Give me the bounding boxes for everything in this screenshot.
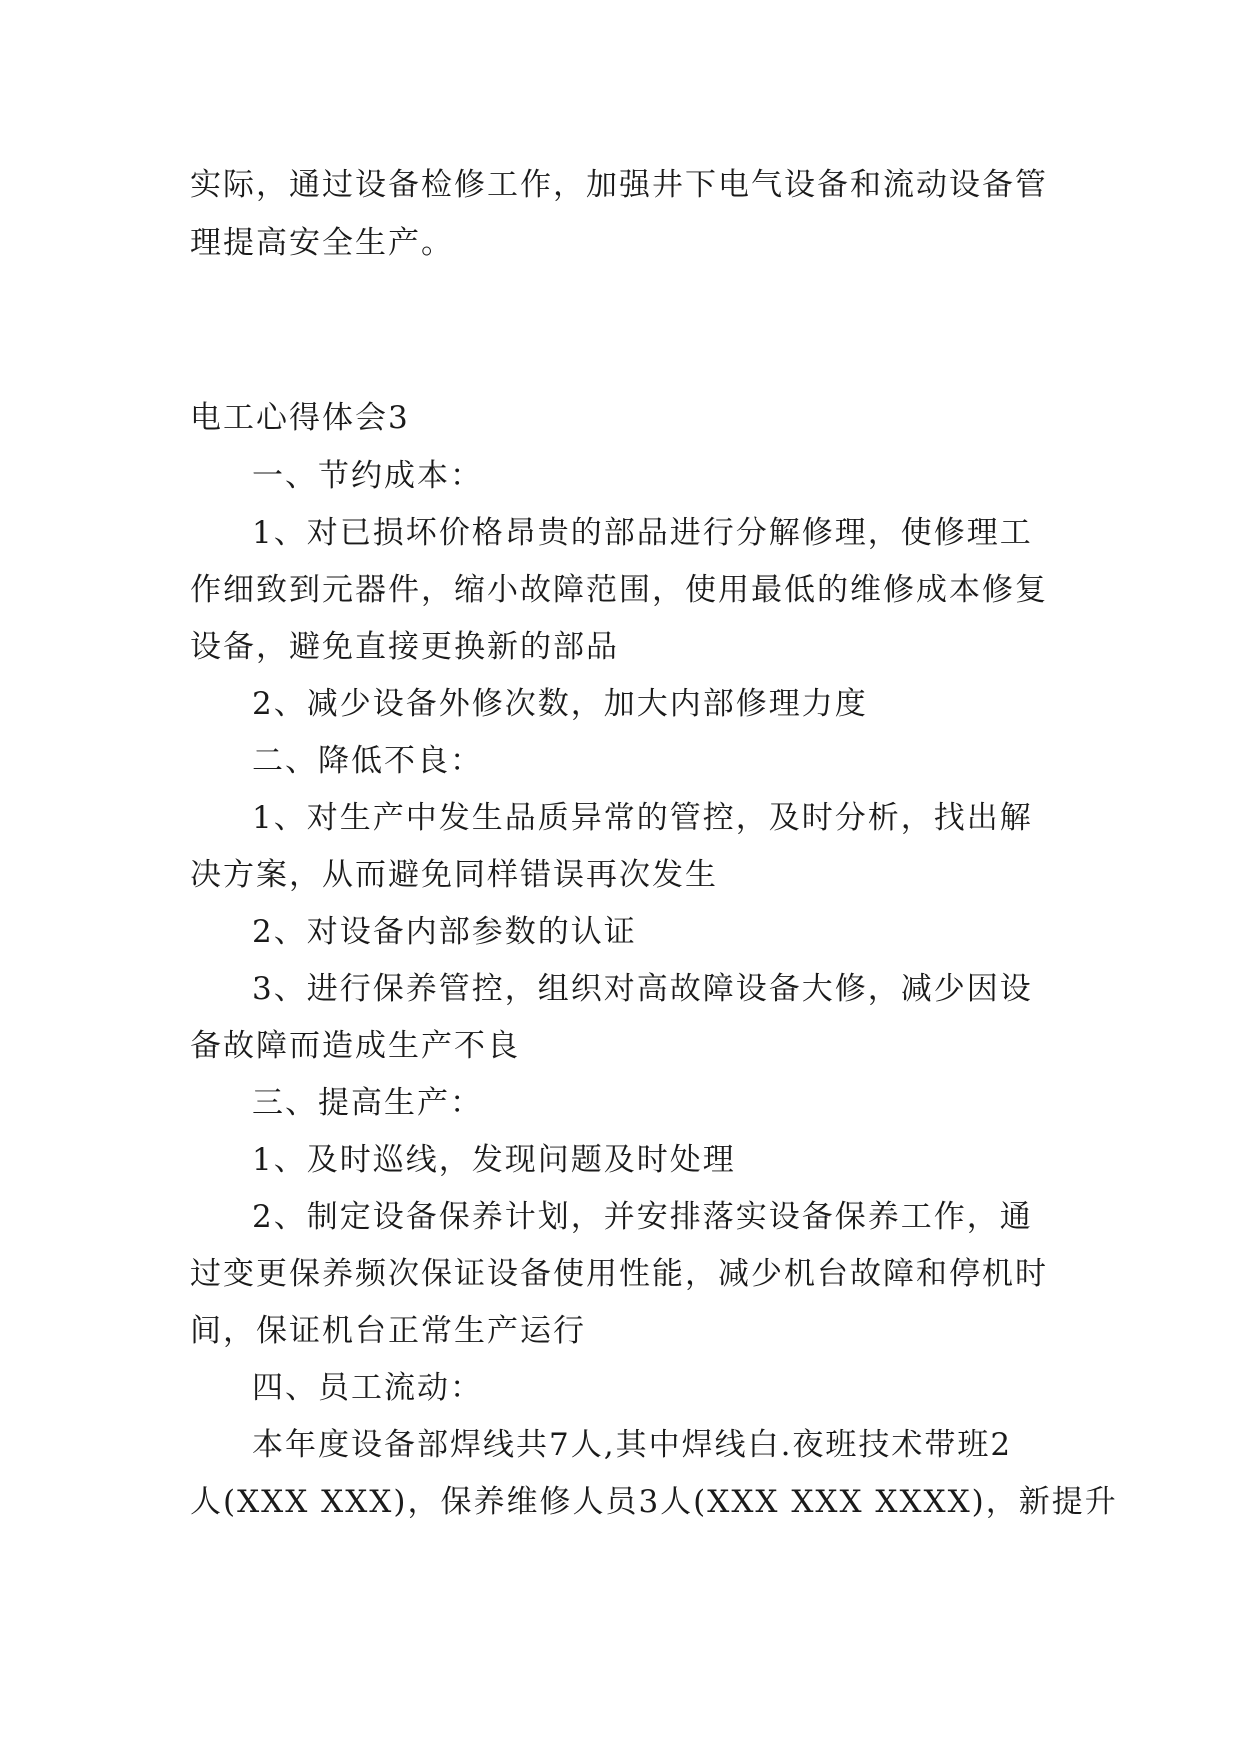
heading-2: 二、降低不良：	[252, 743, 483, 779]
paragraph-line: 过变更保养频次保证设备使用性能，减少机台故障和停机时	[190, 1256, 1048, 1292]
paragraph-line: 1、及时巡线，发现问题及时处理	[252, 1142, 736, 1178]
paragraph-line: 1、对已损坏价格昂贵的部品进行分解修理，使修理工	[252, 515, 1033, 551]
paragraph-line: 2、对设备内部参数的认证	[252, 914, 637, 950]
paragraph-line: 作细致到元器件，缩小故障范围，使用最低的维修成本修复	[190, 572, 1048, 608]
paragraph-line: 2、制定设备保养计划，并安排落实设备保养工作，通	[252, 1199, 1033, 1235]
paragraph-line: 人(XXX XXX)，保养维修人员3人(XXX XXX XXXX)，新提升	[190, 1484, 1118, 1520]
paragraph-line: 设备，避免直接更换新的部品	[190, 629, 619, 665]
intro-line-1: 实际，通过设备检修工作，加强井下电气设备和流动设备管	[190, 167, 1048, 203]
paragraph-line: 备故障而造成生产不良	[190, 1028, 520, 1064]
heading-3: 三、提高生产：	[252, 1085, 483, 1121]
paragraph-line: 决方案，从而避免同样错误再次发生	[190, 857, 718, 893]
paragraph-line: 间，保证机台正常生产运行	[190, 1313, 586, 1349]
heading-4: 四、员工流动：	[252, 1370, 483, 1406]
paragraph-line: 本年度设备部焊线共7人,其中焊线白.夜班技术带班2	[252, 1427, 1013, 1463]
paragraph-line: 3、进行保养管控，组织对高故障设备大修，减少因设	[252, 971, 1033, 1007]
intro-line-2: 理提高安全生产。	[190, 225, 454, 261]
heading-1: 一、节约成本：	[252, 458, 483, 494]
section-title: 电工心得体会3	[190, 400, 410, 436]
paragraph-line: 2、减少设备外修次数，加大内部修理力度	[252, 686, 868, 722]
paragraph-line: 1、对生产中发生品质异常的管控，及时分析，找出解	[252, 800, 1033, 836]
